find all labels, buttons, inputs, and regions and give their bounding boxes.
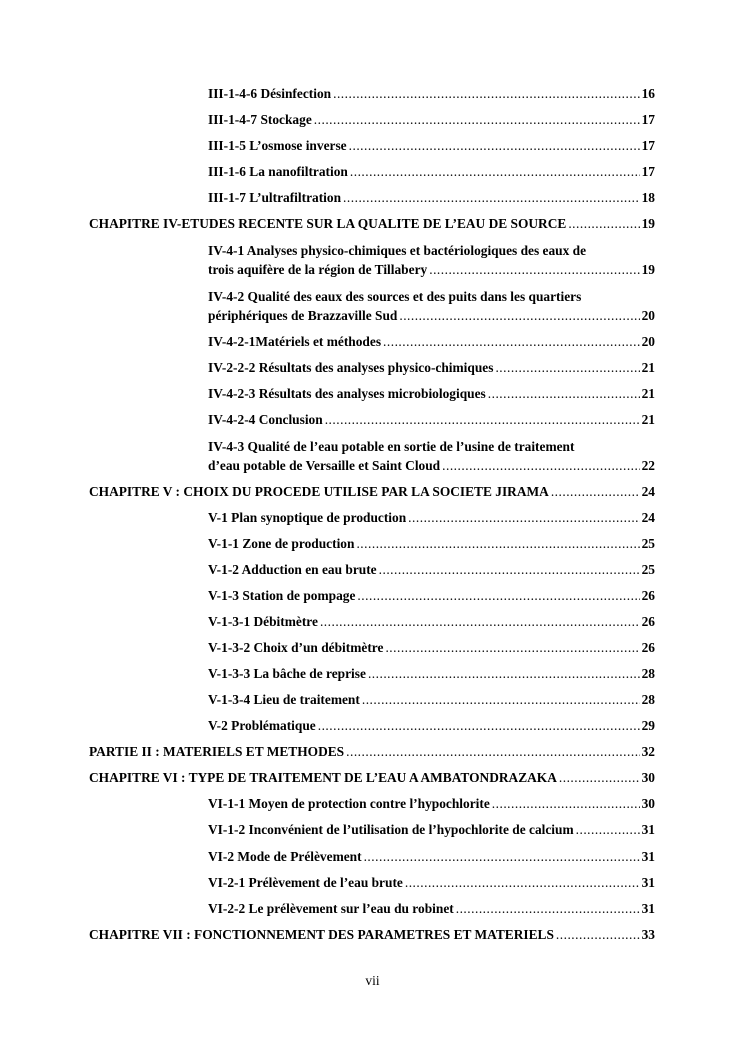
- toc-section-entry[interactable]: [208, 664, 655, 683]
- toc-dot-leader: [576, 820, 640, 839]
- toc-page-number: 17: [641, 164, 655, 179]
- toc-entry-line: [208, 241, 655, 260]
- toc-section-entry[interactable]: [208, 384, 655, 403]
- toc-entry-title: VI-2-1 Prélèvement de l’eau brute: [208, 875, 403, 890]
- toc-entry-title: VI-1-2 Inconvénient de l’utilisation de l’hypochlorite de calcium: [208, 822, 574, 837]
- toc-section-entry[interactable]: [208, 84, 655, 103]
- toc-page-number: 20: [641, 334, 655, 349]
- toc-entry-line: [208, 136, 655, 155]
- toc-dot-leader: [346, 742, 639, 761]
- toc-section-entry[interactable]: [208, 332, 655, 351]
- toc-section-entry[interactable]: [208, 287, 655, 325]
- toc-entry-title: VI-1-1 Moyen de protection contre l’hypochlorite: [208, 796, 490, 811]
- toc-page-number: 21: [641, 386, 655, 401]
- toc-entry-line: [208, 612, 655, 631]
- toc-page-number: 24: [641, 484, 655, 499]
- toc-entry-title: IV-4-2-4 Conclusion: [208, 412, 323, 427]
- toc-entry-line: [208, 847, 655, 866]
- toc-dot-leader: [356, 534, 639, 553]
- toc-entry-title: III-1-6 La nanofiltration: [208, 164, 348, 179]
- toc-page-number: 18: [641, 190, 655, 205]
- toc-entry-title: V-1-3 Station de pompage: [208, 588, 356, 603]
- toc-section-entry[interactable]: [208, 586, 655, 605]
- toc-dot-leader: [399, 306, 639, 325]
- toc-section-entry[interactable]: [208, 873, 655, 892]
- toc-entry-line: [208, 794, 655, 813]
- toc-dot-leader: [368, 664, 640, 683]
- toc-dot-leader: [379, 560, 640, 579]
- toc-entry-line: [208, 456, 655, 475]
- toc-page-number: 25: [641, 536, 655, 551]
- toc-dot-leader: [362, 690, 640, 709]
- toc-dot-leader: [408, 508, 639, 527]
- toc-chapter-entry[interactable]: [89, 482, 655, 501]
- toc-entry-line: [208, 110, 655, 129]
- toc-dot-leader: [495, 358, 639, 377]
- toc-page-number: 26: [641, 640, 655, 655]
- toc-entry-line: [89, 214, 655, 233]
- toc-page-number: 30: [641, 796, 655, 811]
- toc-entry-line: [208, 384, 655, 403]
- toc-entry-line: [208, 820, 655, 839]
- toc-entry-title: CHAPITRE VII : FONCTIONNEMENT DES PARAMETRES ET MATERIELS: [89, 927, 554, 942]
- toc-section-entry[interactable]: [208, 612, 655, 631]
- toc-entry-title: trois aquifère de la région de Tillabery: [208, 262, 428, 277]
- toc-entry-title: III-1-4-6 Désinfection: [208, 86, 332, 101]
- toc-page-number: 24: [641, 510, 655, 525]
- toc-entry-line: [89, 768, 655, 787]
- toc-dot-leader: [364, 847, 640, 866]
- toc-entry-title: IV-4-3 Qualité de l’eau potable en sortie de l’usine de traitement: [208, 439, 575, 454]
- toc-entry-line: [208, 188, 655, 207]
- toc-section-entry[interactable]: [208, 899, 655, 918]
- toc-entry-line: [208, 534, 655, 553]
- toc-section-entry[interactable]: [208, 534, 655, 553]
- toc-dot-leader: [488, 384, 640, 403]
- toc-dot-leader: [456, 899, 640, 918]
- toc-entry-line: [208, 638, 655, 657]
- toc-entry-title: III-1-5 L’osmose inverse: [208, 138, 347, 153]
- toc-entry-title: V-1-3-3 La bâche de reprise: [208, 666, 366, 681]
- toc-entry-title: V-1 Plan synoptique de production: [208, 510, 407, 525]
- toc-entry-line: [208, 260, 655, 279]
- toc-entry-line: [208, 508, 655, 527]
- toc-dot-leader: [318, 716, 640, 735]
- toc-entry-line: [208, 873, 655, 892]
- toc-page-number: 31: [641, 875, 655, 890]
- toc-section-entry[interactable]: [208, 716, 655, 735]
- toc-dot-leader: [429, 260, 639, 279]
- toc-page-number: 21: [641, 360, 655, 375]
- toc-section-entry[interactable]: [208, 560, 655, 579]
- toc-section-entry[interactable]: [208, 188, 655, 207]
- toc-section-entry[interactable]: [208, 690, 655, 709]
- toc-entry-title: CHAPITRE VI : TYPE DE TRAITEMENT DE L’EAU A AMBATONDRAZAKA: [89, 770, 557, 785]
- toc-page-number: 26: [641, 588, 655, 603]
- toc-dot-leader: [383, 332, 640, 351]
- toc-entry-line: [208, 332, 655, 351]
- toc-section-entry[interactable]: [208, 136, 655, 155]
- toc-page-number: 17: [641, 112, 655, 127]
- toc-entry-line: [89, 742, 655, 761]
- page-number: vii: [365, 973, 380, 988]
- toc-dot-leader: [568, 214, 639, 233]
- toc-dot-leader: [405, 873, 640, 892]
- toc-entry-title: IV-2-2-2 Résultats des analyses physico-chimiques: [208, 360, 494, 375]
- toc-page-number: 31: [641, 901, 655, 916]
- toc-page-number: 20: [641, 308, 655, 323]
- toc-page-number: 21: [641, 412, 655, 427]
- toc-page-number: 31: [641, 849, 655, 864]
- toc-section-entry[interactable]: [208, 820, 655, 839]
- toc-entry-title: V-2 Problématique: [208, 718, 316, 733]
- toc-entry-title: CHAPITRE IV-ETUDES RECENTE SUR LA QUALITE DE L’EAU DE SOURCE: [89, 216, 567, 231]
- toc-entry-title: V-1-3-1 Débitmètre: [208, 614, 318, 629]
- toc-page-number: 25: [641, 562, 655, 577]
- toc-entry-line: [208, 690, 655, 709]
- toc-entry-title: CHAPITRE V : CHOIX DU PROCEDE UTILISE PAR LA SOCIETE JIRAMA: [89, 484, 549, 499]
- toc-entry-title: périphériques de Brazzaville Sud: [208, 308, 398, 323]
- toc-entry-line: [89, 482, 655, 501]
- toc-dot-leader: [343, 188, 640, 207]
- toc-page-number: 28: [641, 666, 655, 681]
- toc-entry-title: VI-2-2 Le prélèvement sur l’eau du robinet: [208, 901, 454, 916]
- toc-entry-line: [208, 664, 655, 683]
- toc-page-number: 17: [641, 138, 655, 153]
- toc-entry-title: V-1-1 Zone de production: [208, 536, 355, 551]
- toc-dot-leader: [357, 586, 639, 605]
- toc-page-number: 30: [641, 770, 655, 785]
- toc-entry-line: [208, 306, 655, 325]
- toc-entry-title: IV-4-2-3 Résultats des analyses microbiologiques: [208, 386, 486, 401]
- toc-entry-title: IV-4-2-1Matériels et méthodes: [208, 334, 382, 349]
- toc-entry-title: IV-4-2 Qualité des eaux des sources et des puits dans les quartiers: [208, 289, 582, 304]
- toc-chapter-entry[interactable]: [89, 925, 655, 944]
- toc-entry-line: [208, 437, 655, 456]
- toc-dot-leader: [559, 768, 640, 787]
- toc-entry-line: [208, 84, 655, 103]
- toc-dot-leader: [492, 794, 640, 813]
- toc-dot-leader: [320, 612, 640, 631]
- toc-page-number: 31: [641, 822, 655, 837]
- toc-dot-leader: [556, 925, 640, 944]
- toc-section-entry[interactable]: [208, 638, 655, 657]
- toc-entry-title: IV-4-1 Analyses physico-chimiques et bactériologiques des eaux de: [208, 243, 587, 258]
- toc-dot-leader: [333, 84, 640, 103]
- toc-section-entry[interactable]: [208, 794, 655, 813]
- toc-entry-title: V-1-2 Adduction en eau brute: [208, 562, 377, 577]
- toc-page-number: 16: [641, 86, 655, 101]
- toc-entry-line: [208, 716, 655, 735]
- toc-page-number: 28: [641, 692, 655, 707]
- toc-dot-leader: [551, 482, 640, 501]
- toc-entry-title: III-1-4-7 Stockage: [208, 112, 312, 127]
- toc-page-number: 19: [641, 216, 655, 231]
- toc-section-entry[interactable]: [208, 358, 655, 377]
- toc-entry-title: V-1-3-4 Lieu de traitement: [208, 692, 360, 707]
- toc-entry-line: [208, 560, 655, 579]
- toc-entry-line: [208, 358, 655, 377]
- toc-section-entry[interactable]: [208, 410, 655, 429]
- toc-page-number: 32: [641, 744, 655, 759]
- toc-dot-leader: [349, 136, 640, 155]
- toc-entry-line: [208, 287, 655, 306]
- toc-entry-line: [208, 410, 655, 429]
- toc-entry-line: [208, 162, 655, 181]
- toc-dot-leader: [442, 456, 639, 475]
- toc-section-entry[interactable]: [208, 241, 655, 279]
- toc-dot-leader: [350, 162, 640, 181]
- toc-entry-line: [208, 586, 655, 605]
- toc-entry-title: VI-2 Mode de Prélèvement: [208, 849, 362, 864]
- toc-dot-leader: [385, 638, 639, 657]
- toc-section-entry[interactable]: [208, 162, 655, 181]
- toc-dot-leader: [325, 410, 640, 429]
- toc-page-number: 26: [641, 614, 655, 629]
- toc-entry-title: V-1-3-2 Choix d’un débitmètre: [208, 640, 384, 655]
- toc-page-number: 29: [641, 718, 655, 733]
- toc-entry-title: III-1-7 L’ultrafiltration: [208, 190, 342, 205]
- toc-entry-line: [208, 899, 655, 918]
- toc-entry-line: [89, 925, 655, 944]
- toc-page-number: 19: [641, 262, 655, 277]
- toc-page-number: 22: [641, 458, 655, 473]
- toc-section-entry[interactable]: [208, 847, 655, 866]
- toc-section-entry[interactable]: [208, 437, 655, 475]
- toc-entry-title: PARTIE II : MATERIELS ET METHODES: [89, 744, 345, 759]
- toc-dot-leader: [314, 110, 640, 129]
- toc-page-number: 33: [641, 927, 655, 942]
- toc-section-entry[interactable]: [208, 508, 655, 527]
- toc-chapter-entry[interactable]: [89, 742, 655, 761]
- toc-section-entry[interactable]: [208, 110, 655, 129]
- toc-entry-title: d’eau potable de Versaille et Saint Cloud: [208, 458, 441, 473]
- toc-chapter-entry[interactable]: [89, 214, 655, 233]
- toc-chapter-entry[interactable]: [89, 768, 655, 787]
